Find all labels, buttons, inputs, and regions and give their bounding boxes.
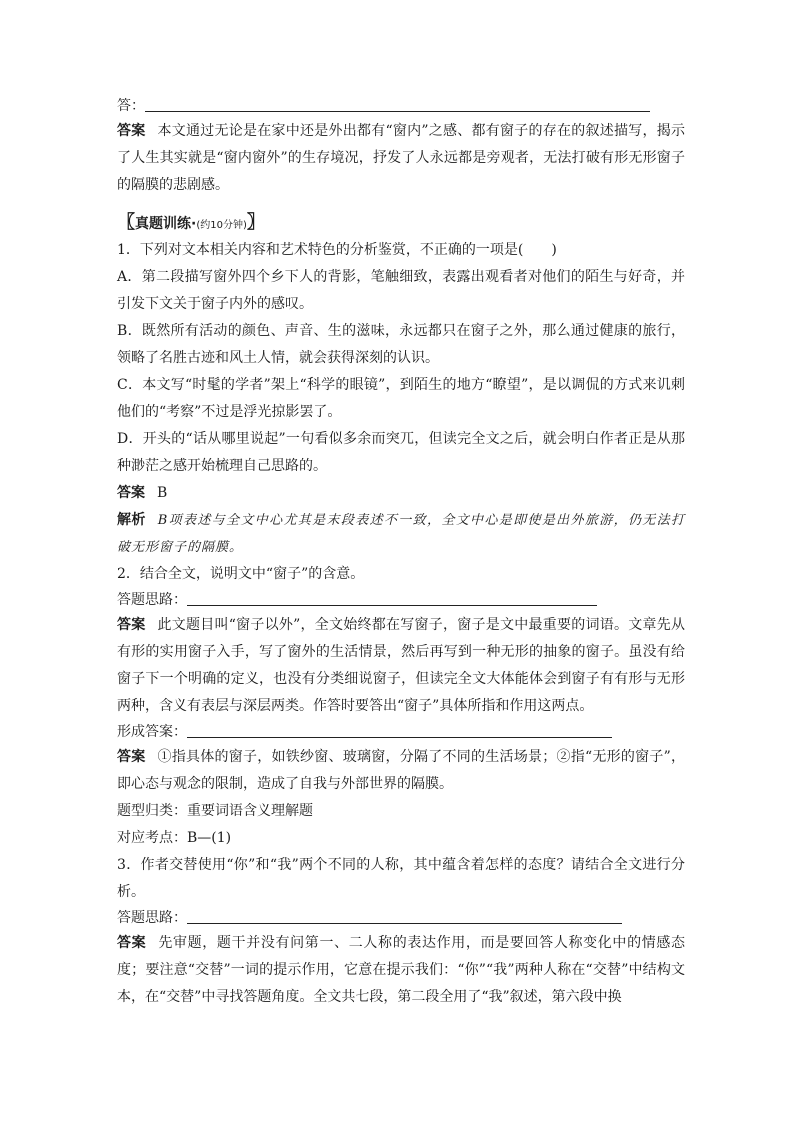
intro-answer-line [117,94,685,118]
answer-prefix: 答： [117,98,145,114]
section-dot: · [191,216,197,232]
q1-option-b: B．既然所有活动的颜色、声音、生的滋味，永远都只在窗子之外，那么通过健康的旅行，领略了名胜古迹和风土人情，就会获得深刻的认识。 [117,323,685,366]
q2-thinking-text: 此文题目叫“窗子以外”，全文始终都在写窗子，窗子是文中最重要的词语。文章先从有形的实用窗子入手，写了窗外的生活情景，然后再写到一种无形的抽象的窗子。虽没有给窗子下一个明确的定义，也没有分类细说窗子，但读完全文大体能体会到窗子有有形与无形两种，含义有表层与深层两类。作答时要答出“窗子”具体所指和作用这两点。 [117,617,686,714]
analysis-label: 解析 [117,512,146,528]
thinking-label: 答题思路： [117,910,187,926]
answer-label: 答案 [117,617,146,633]
answer-blank[interactable] [145,97,650,112]
thinking-label: 答题思路： [117,592,187,608]
q1-option-a: A．第二段描写窗外四个乡下人的背影，笔触细致，表露出观看者对他们的陌生与好奇，并引发下文关于窗子内外的感叹。 [117,269,685,312]
q1-answer-value: B [157,485,168,501]
answer-label: 答案 [117,749,146,765]
q2-thinking-line [117,588,685,612]
q2-form-answer-text: ①指具体的窗子，如铁纱窗、玻璃窗，分隔了不同的生活场景；②指“无形的窗子”，即心态与观念的限制，造成了自我与外部世界的隔膜。 [117,749,686,792]
q1-analysis-text: B项表述与全文中心尤其是末段表述不一致，全文中心是即使是出外旅游，仍无法打破无形窗子的隔膜。 [117,513,686,555]
answer-label: 答案 [117,123,146,139]
left-bracket: 〖 [117,212,135,233]
q3-answer-text: 先审题，题干并没有问第一、二人称的表达作用，而是要回答人称变化中的情感态度；要注意“交替”一词的提示作用，它意在提示我们：“你”“我”两种人称在“交替”中结构文本，在“交替”中寻找答题角度。全文共七段，第二段全用了“我”叙述，第六段中换 [117,935,686,1005]
q1-option-c: C．本文写“时髦的学者”架上“科学的眼镜”，到陌生的地方“瞭望”，是以调侃的方式来讥刺他们的“考察”不过是浮光掠影罢了。 [117,377,685,420]
q2-type: 题型归类：重要词语含义理解题 [117,803,313,819]
answer-label: 答案 [117,485,145,501]
answer-label: 答案 [117,935,147,951]
q2-thinking-answer [117,612,685,720]
thinking-blank[interactable] [187,591,597,606]
q2-form-line [117,720,685,744]
section-time: (约10分钟) [196,220,247,231]
q2-form-answer [117,744,685,798]
q1-answer [117,480,685,507]
q2-point: 对应考点：B—(1) [117,830,232,846]
q3-thinking-line [117,906,685,930]
q3-stem: 3．作者交替使用“你”和“我”两个不同的人称，其中蕴含着怎样的态度？请结合全文进行分析。 [117,857,685,900]
q3-answer [117,930,685,1011]
q1-stem: 1．下列对文本相关内容和艺术特色的分析鉴赏，不正确的一项是( ) [117,242,557,258]
thinking-blank[interactable] [187,909,622,924]
q1-analysis [117,507,685,561]
page-content [117,94,685,1011]
section-title: 真题训练 [135,216,191,232]
form-blank[interactable] [187,723,612,738]
right-bracket: 〗 [246,212,265,233]
intro-answer [117,118,685,199]
q2-stem: 2．结合全文，说明文中“窗子”的含意。 [117,566,365,582]
section-heading [117,209,685,237]
form-label: 形成答案： [117,724,187,740]
q1-option-d: D．开头的“话从哪里说起”一句看似多余而突兀，但读完全文之后，就会明白作者正是从那种渺茫之感开始梳理自己思路的。 [117,431,685,474]
intro-answer-text: 本文通过无论是在家中还是外出都有“窗内”之感、都有窗子的存在的叙述描写，揭示了人生其实就是“窗内窗外”的生存境况，抒发了人永远都是旁观者，无法打破有形无形窗子的隔膜的悲剧感。 [117,123,686,193]
